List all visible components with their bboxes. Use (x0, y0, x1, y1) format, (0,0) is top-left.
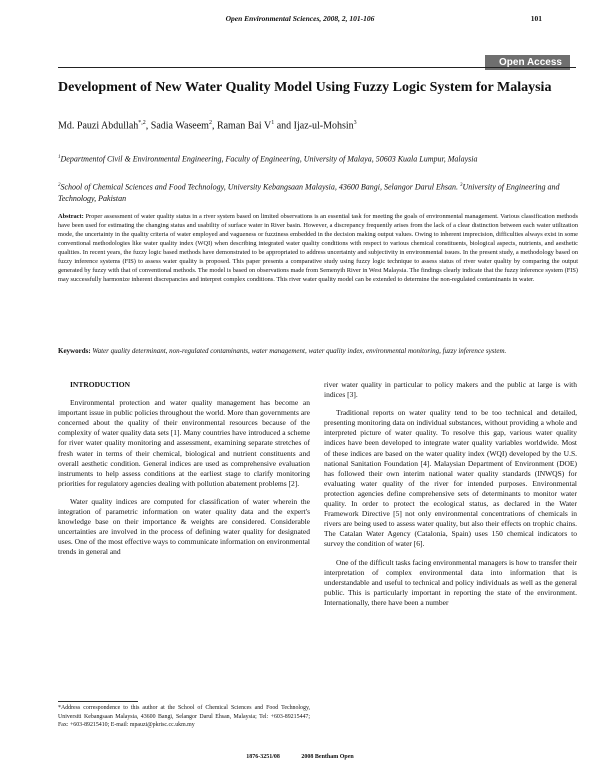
author-name: Ijaz-ul-Mohsin (293, 120, 354, 132)
paragraph: Environmental protection and water quality management has become an important issue in public policies throughout the world. More than governments are concerned about the quality of their environmental resources because of the complexity of water quality data sets [1]. Many countries have introduced a scheme for river water quality monitoring and assessment, examining separate stretches of fresh water in terms of their chemical, biological and nutrient constituents and overall aesthetic condition. General indices are used as comprehensive evaluation instruments to help assess conditions at the earliest stage to clarify monitoring priorities for regulatory agencies dealing with pollution abatement problems [2]. (58, 398, 310, 488)
right-column (324, 380, 577, 616)
header-rule (58, 67, 576, 68)
page-number: 101 (530, 14, 542, 23)
affiliation-2-3 (58, 180, 568, 204)
journal-citation: Open Environmental Sciences, 2008, 2, 101-106 (225, 14, 375, 23)
author-sup: 3 (353, 120, 357, 126)
affiliation-sup: 1 (58, 155, 61, 160)
publisher: 2008 Bentham Open (301, 754, 354, 760)
keywords-text: Water quality determinant, non-regulated contaminants, water management, water quality index, environmental monitoring, fuzzy inference system. (92, 347, 507, 355)
affiliation-sup: 3 (459, 183, 463, 188)
page-footer (0, 754, 600, 760)
affiliation-text: School of Chemical Sciences and Food Technology, University Kebangsaan Malaysia, 43600 Bangi, Selangor Darul Ehsan. (60, 182, 458, 192)
abstract-label: Abstract: (58, 213, 84, 220)
author-name: Md. Pauzi Abdullah (58, 120, 139, 132)
article-title: Development of New Water Quality Model Using Fuzzy Logic System for Malaysia (58, 80, 552, 95)
paragraph: Water quality indices are computed for classification of water wherein the integration of parametric information on water quality data and the expert's knowledge base on their importance & weights are considered. Considerable uncertainties are involved in the process of defining water quality for designated uses. One of the most effective ways to communicate information on environmental trends in general and (58, 496, 310, 557)
correspondence-footnote: *Address correspondence to this author at the School of Chemical Sciences and Food Technology, Universiti Kebangsaan Malaysia, 43600 Bangi, Selangor Darul Ehsan, Malaysia; Tel: +603-89215447; Fax: +603-89215410; E-mail: mpauzi@pkrisc.cc.ukm.my (58, 705, 310, 729)
abstract-text: Proper assessment of water quality status in a river system based on limited observations is an essential task for meeting the goals of environmental management. Various classification methods have been used for estimating the changing status and usability of surface water in River basin. However, a discrepancy frequently arises from the lack of a clear distinction between each water utilization mode, the uncertainty in the quality criteria of water employed and vagueness or fuzziness embedded in the decision making output values. Owing to inherent imprecision, difficulties always exist in some conventional methodologies like water quality index (WQI) when describing integrated water quality conditions with respect to various chemical constituents, biological aspects, nutrients, and aesthetic qualities. In recent years, the fuzzy logic based methods have demonstrated to be appropriated to address uncertainty and subjectivity in environmental issues. In the present study, a methodology based on fuzzy inference systems (FIS) to assess water quality is proposed. This paper presents a comparative study using fuzzy logic technique to assess status of river water quality by comparing the output generated by fuzzy with that of conventional methods. The model is based on observations made from Semenyih River in West Malaysia. The findings clearly indicate that the fuzzy inference system (FIS) may successfully harmonize inherent discrepancies and interpret complex conditions. This river water quality model can be extended to determine the non-regulated contaminants in water. (58, 213, 578, 284)
issn: 1876-3251/08 (246, 754, 280, 760)
affiliation-text: University of Engineering and Technology, Pakistan (58, 182, 560, 203)
affiliation-sup: 2 (58, 183, 61, 188)
author-sup: *,2 (138, 120, 146, 126)
author-sup: 2 (208, 120, 212, 126)
affiliation-1 (58, 152, 568, 165)
paragraph: river water quality in particular to policy makers and the public at large is with indices [3]. (324, 380, 577, 400)
left-column (58, 380, 310, 566)
journal-header (0, 12, 600, 26)
section-heading: INTRODUCTION (70, 380, 131, 389)
author-name: Sadia Waseem (150, 120, 209, 132)
paragraph: Traditional reports on water quality tend to be too technical and detailed, presenting monitoring data on individual substances, without providing a whole and interpreted picture of water quality. To resolve this gap, various water quality indices have been developed to integrate water quality variables worldwide. Most of these indices are based on the water quality index (WQI) developed by the U.S. national Sanitation Foundation [4]. Malaysian Department of Environment (DOE) has followed their own interim national water quality standards (INWQS) for evaluating water quality of the river for intended purposes. Environmental protection agencies define comprehensive sets of determinants to monitor water quality. In order to protect the ecological status, as declared in the Water Framework Directive [5] not only environmental concentrations of chemicals in rivers are being used to assess water quality, but also their effects on trophic chains. The Catalan Water Agency (Catalonia, Spain) uses 150 chemical indicators to survey the condition of water [6]. (324, 408, 577, 549)
abstract (58, 212, 578, 284)
author-sup: 1 (271, 120, 275, 126)
author-list: Md. Pauzi Abdullah$^{*,2}$, Sadia Waseem$^2$, Raman Bai $V^1$ and Ijaz-ul-Mohsin$^3$ (58, 120, 357, 132)
footnote-rule (58, 701, 138, 702)
keywords (58, 346, 578, 356)
author-name: Raman Bai V (216, 120, 272, 132)
paragraph: One of the difficult tasks facing environmental managers is how to transfer their interpretation of complex environmental data into information that is understandable and useful to technical and policy individuals as well as the general public. This is particularly important in reporting the state of the environment. Internationally, there have been a number (324, 557, 577, 607)
keywords-label: Keywords: (58, 347, 91, 355)
affiliation-text: Departmentof Civil & Environmental Engineering, Faculty of Engineering, University of Malaya, 50603 Kuala Lumpur, Malaysia (60, 154, 478, 164)
open-access-badge: Open Access (485, 55, 570, 70)
